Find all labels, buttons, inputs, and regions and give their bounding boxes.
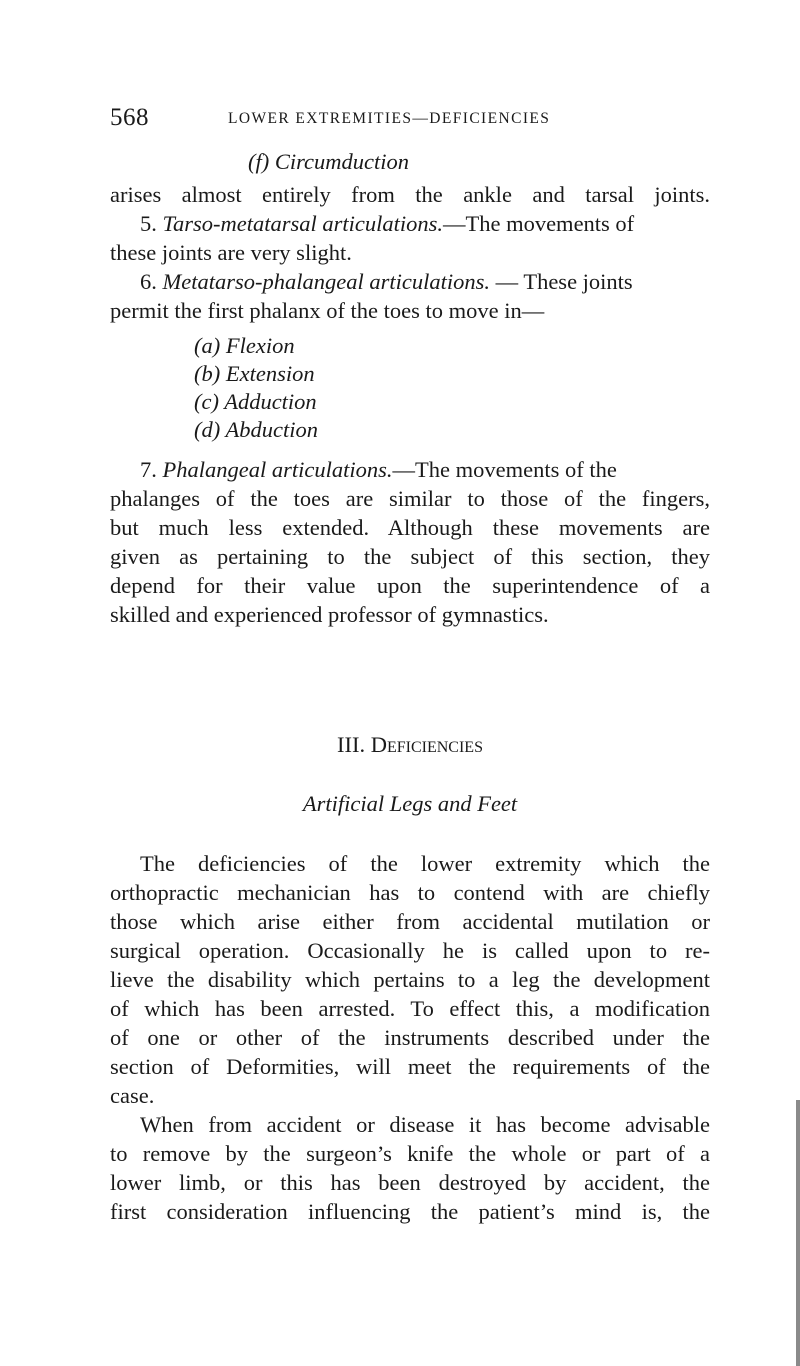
movement-label: (b) [194,361,221,386]
text-line: orthopractic mechanician has to contend with are chiefly [110,880,710,905]
item-6-heading [140,267,710,297]
movement-name: Extension [225,361,315,386]
item-number: 6. [140,269,157,294]
text-line: skilled and experienced professor of gymnastics. [110,602,549,627]
text-line: of which has been arrested. To effect this, a modification [110,996,710,1021]
text-line: phalanges of the toes are similar to those of the fingers, [110,486,710,511]
running-head [110,104,710,134]
section-heading [110,730,710,760]
section-title: Deficiencies [370,732,483,757]
item-title: Phalangeal articulations. [162,457,393,482]
item-number: 5. [140,211,157,236]
movement-name: Abduction [225,417,318,442]
text-line: permit the first phalanx of the toes to move in— [110,298,545,323]
movement-abduction [194,415,318,445]
text-line: to remove by the surgeon’s knife the whole or part of a [110,1141,710,1166]
movement-label: (d) [194,417,221,442]
text-line: depend for their value upon the superintendence of a [110,573,710,598]
text-line: surgical operation. Occasionally he is called upon to re- [110,938,710,963]
item-7-heading [140,455,710,485]
book-page [110,0,710,1366]
text-line: section of Deformities, will meet the requirements of the [110,1054,710,1079]
subsection-title: Circumduction [274,149,410,174]
section-numeral: III. [337,732,366,757]
movement-extension [194,359,315,389]
text-line: lower limb, or this has been destroyed by accident, the [110,1170,710,1195]
movement-name: Adduction [224,389,317,414]
subsection-heading-circumduction [248,147,409,177]
text-line: The deficiencies of the lower extremity which the [140,851,710,876]
movement-name: Flexion [225,333,295,358]
text-line: When from accident or disease it has become advisable [140,1112,710,1137]
item-text: — These joints [489,269,633,294]
text-line: but much less extended. Although these movements are [110,515,710,540]
text-line: first consideration influencing the patient’s mind is, the [110,1199,710,1224]
item-title: Metatarso-phalangeal articulations. [162,269,490,294]
item-text: —The movements of [442,211,635,236]
text-line: given as pertaining to the subject of this section, they [110,544,710,569]
text-line: arises almost entirely from the ankle and tarsal joints. [110,182,710,207]
subsection-label: (f) [248,149,270,174]
movement-flexion [194,331,295,361]
text-line: lieve the disability which pertains to a leg the development [110,967,710,992]
text-line: these joints are very slight. [110,240,352,265]
section-subtitle: Artificial Legs and Feet [302,791,518,816]
text-line: case. [110,1083,155,1108]
item-text: —The movements of the [392,457,617,482]
movement-label: (a) [194,333,221,358]
page-edge-shadow [796,1100,800,1366]
movement-adduction [194,387,317,417]
item-5-heading [140,209,710,239]
item-number: 7. [140,457,157,482]
text-line: of one or other of the instruments described under the [110,1025,710,1050]
running-title: LOWER EXTREMITIES—DEFICIENCIES [228,110,551,127]
item-title: Tarso-metatarsal articulations. [162,211,443,236]
movement-label: (c) [194,389,219,414]
text-line: those which arise either from accidental mutilation or [110,909,710,934]
page-number: 568 [110,104,149,131]
